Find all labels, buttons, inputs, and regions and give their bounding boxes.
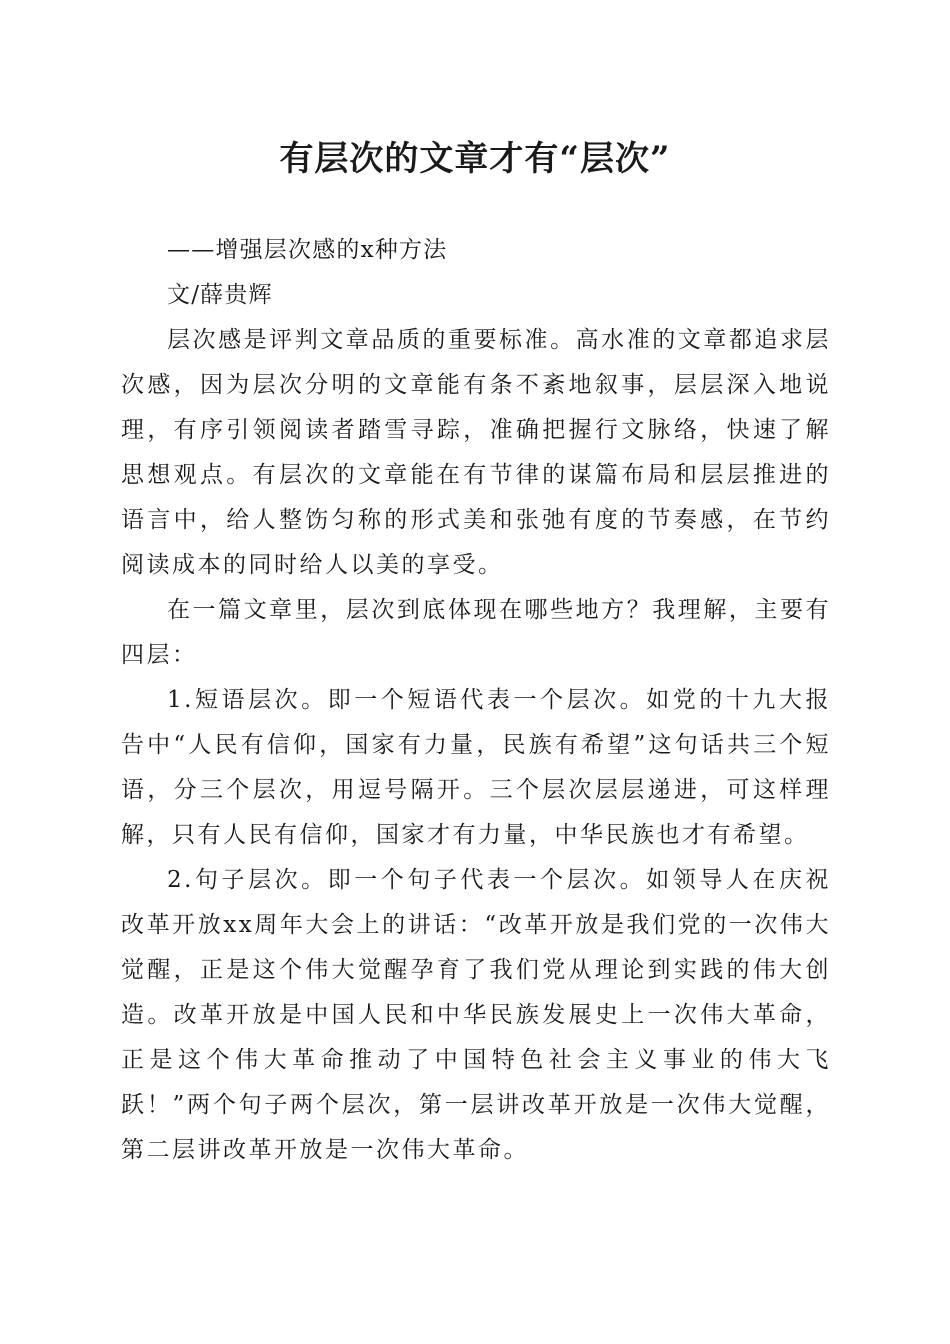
paragraph-question: 在一篇文章里，层次到底体现在哪些地方？我理解，主要有四层： [121,597,831,668]
document-title: 有层次的文章才有“层次” [279,139,671,179]
document-body [121,228,831,1173]
paragraph-sentence-level: 2.句子层次。即一个句子代表一个层次。如领导人在庆祝改革开放xx周年大会上的讲话：“改革开放是我们党的一次伟大觉醒，正是这个伟大觉醒孕育了我们党从理论到实践的伟大创造。改革开放是中国人民和中华民族发展史上一次伟大革命，正是这个伟大革命推动了中国特色社会主义事业的伟大飞跃！”两个句子两个层次，第一层讲改革开放是一次伟大觉醒，第二层讲改革开放是一次伟大革命。 [121,867,831,1163]
document-subtitle: ——增强层次感的x种方法 [167,237,448,263]
paragraph-intro: 层次感是评判文章品质的重要标准。高水准的文章都追求层次感，因为层次分明的文章能有条不紊地叙事，层层深入地说理，有序引领阅读者踏雪寻踪，准确把握行文脉络，快速了解思想观点。有层次的文章能在有节律的谋篇布局和层层推进的语言中，给人整饬匀称的形式美和张弛有度的节奏感，在节约阅读成本的同时给人以美的享受。 [121,327,831,578]
paragraph-phrase-level: 1.短语层次。即一个短语代表一个层次。如党的十九大报告中“人民有信仰，国家有力量，民族有希望”这句话共三个短语，分三个层次，用逗号隔开。三个层次层层递进，可这样理解，只有人民有信仰，国家才有力量，中华民族也才有希望。 [121,687,831,848]
document-author: 文/薛贵辉 [167,282,273,308]
